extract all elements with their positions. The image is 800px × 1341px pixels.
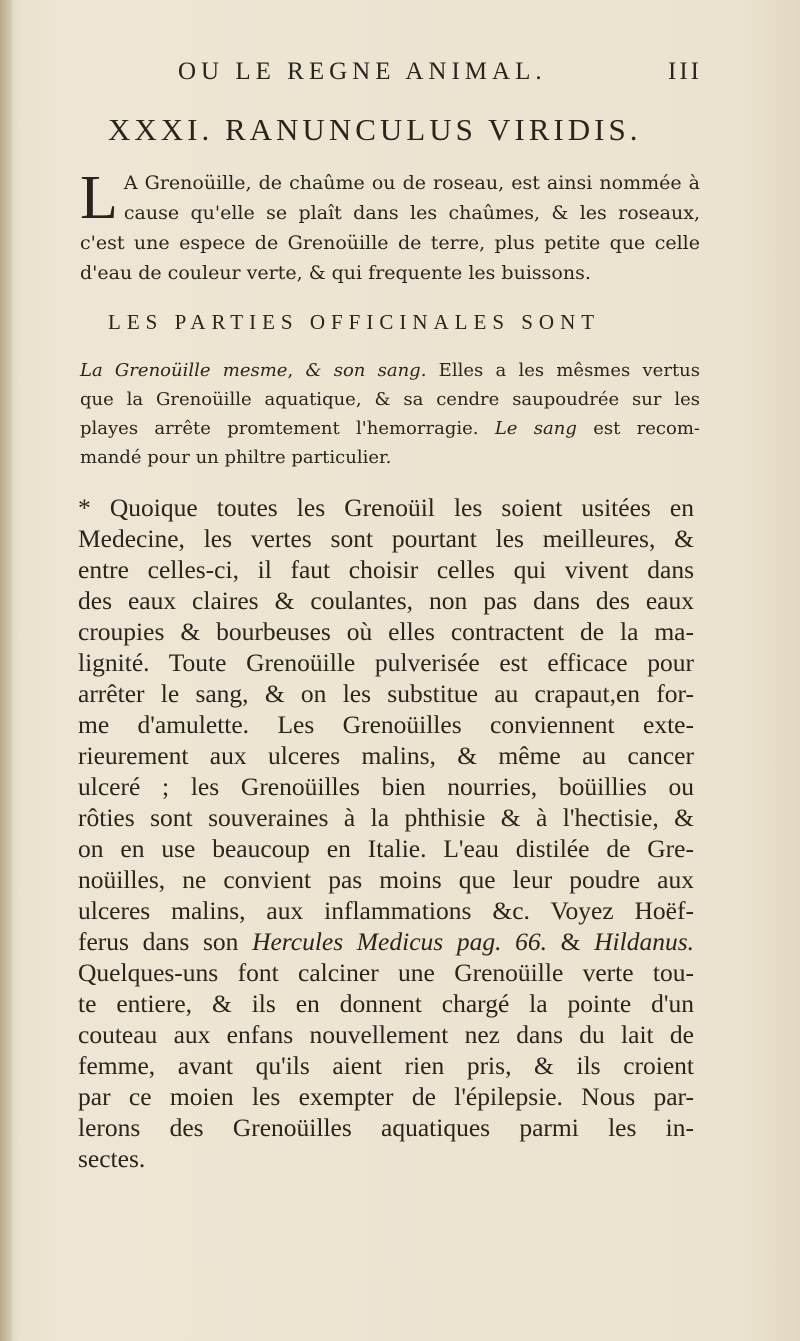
text-run: & (546, 927, 595, 956)
body-line (78, 926, 694, 957)
text-run: playes arrête promtement l'hemorragie. (80, 418, 495, 439)
officinal-paragraph (80, 356, 700, 472)
body-line: ulceré ; les Grenoüilles bien nourries, boüillies ou (78, 772, 694, 801)
body-line: lerons des Grenoüilles aquatiques parmi les in- (78, 1113, 694, 1142)
italic-term: La Grenoüille mesme (80, 360, 288, 381)
body-line: te entiere, & ils en donnent chargé la pointe d'un (78, 989, 694, 1018)
separator: , (287, 360, 306, 381)
text-run: Elles a les mêsmes vertus (426, 360, 701, 381)
drop-cap: L (80, 164, 118, 232)
body-line: entre celles-ci, il faut choisir celles qui vivent dans (78, 555, 694, 584)
intro-paragraph (80, 164, 700, 288)
main-paragraph (78, 492, 694, 1174)
officinal-line (80, 356, 700, 385)
body-line: noüilles, ne convient pas moins que leur poudre aux (78, 865, 694, 894)
page-header (178, 58, 718, 98)
body-line: arrêter le sang, & on les substitue au crapaut,en for- (78, 679, 694, 708)
body-line: sectes. (78, 1144, 146, 1173)
body-line: Quelques-uns font calciner une Grenoüille verte tou- (78, 958, 694, 987)
italic-term: Le sang (494, 418, 577, 439)
author-reference: Hildanus. (594, 927, 694, 956)
body-line: rieurement aux ulceres malins, & même au cancer (78, 741, 694, 770)
text-run: ferus dans son (78, 927, 253, 956)
italic-term: & son sang. (305, 360, 427, 381)
body-line: me d'amulette. Les Grenoüilles conviennent exte- (78, 710, 694, 739)
intro-line: A Grenoüille, de chaûme ou de roseau, est ainsi nommée à (123, 172, 700, 194)
running-head: OU LE REGNE ANIMAL. (178, 58, 547, 85)
body-line: femme, avant qu'ils aient rien pris, & ils croient (78, 1051, 694, 1080)
body-line: * Quoique toutes les Grenoüil les soient usitées en (78, 493, 694, 522)
body-line: rôties sont souveraines à la phthisie & à l'hectisie, & (78, 803, 694, 832)
body-line: des eaux claires & coulantes, non pas dans des eaux (78, 586, 694, 615)
intro-line: d'eau de couleur verte, & qui frequente les buissons. (80, 262, 591, 284)
page-gutter (0, 0, 12, 1341)
officinal-line: que la Grenoüille aquatique, & sa cendre saupoudrée sur les (80, 389, 700, 410)
body-line: on en use beaucoup en Italie. L'eau distilée de Gre- (78, 834, 694, 863)
body-line: lignité. Toute Grenoüille pulverisée est efficace pour (78, 648, 694, 677)
officinal-line: mandé pour un philtre particulier. (80, 447, 392, 468)
book-reference: Hercules Medicus pag. 66. (252, 927, 547, 956)
officinal-line (80, 414, 700, 443)
intro-line: cause qu'elle se plaît dans les chaûmes, & les roseaux, (123, 202, 700, 224)
section-title: XXXI. RANUNCULUS VIRIDIS. (108, 112, 642, 147)
body-line: couteau aux enfans nouvellement nez dans du lait de (78, 1020, 694, 1049)
body-line: par ce moien les exempter de l'épilepsie. Nous par- (78, 1082, 694, 1111)
intro-line: c'est une espece de Grenoüille de terre, plus petite que celle (80, 232, 700, 254)
page-number: III (668, 58, 702, 85)
body-line: ulceres malins, aux inflammations &c. Voyez Hoëf- (78, 896, 694, 925)
text-run: est recom- (576, 418, 700, 439)
officinal-heading: LES PARTIES OFFICINALES SONT (108, 310, 601, 334)
body-line: croupies & bourbeuses où elles contractent de la ma- (78, 617, 694, 646)
body-line: Medecine, les vertes sont pourtant les meilleures, & (78, 524, 694, 553)
